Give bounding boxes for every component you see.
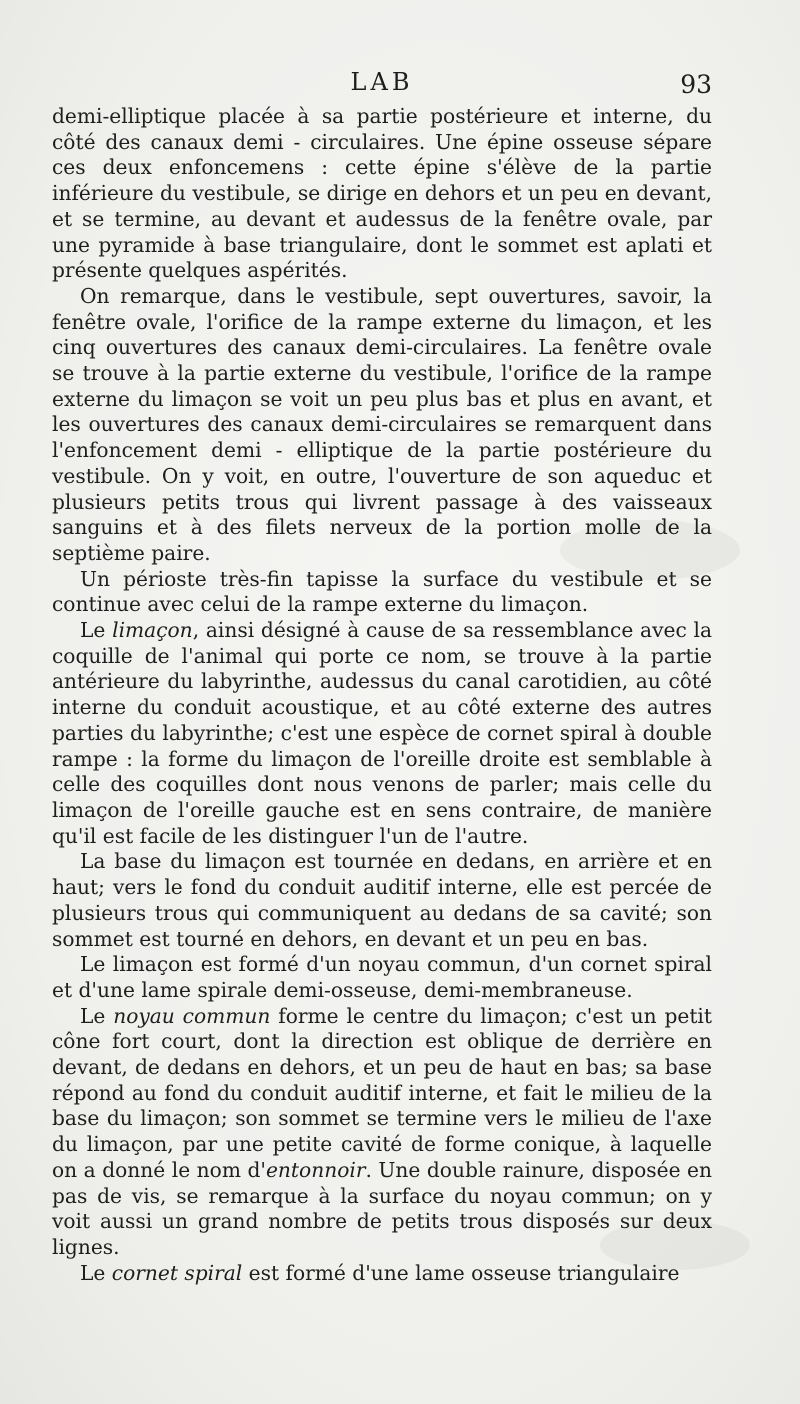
paragraph bbox=[52, 618, 712, 849]
italic-term: cornet spiral bbox=[111, 1260, 243, 1285]
paragraph bbox=[52, 1261, 712, 1287]
text-run: , ainsi désigné à cause de sa ressemblance avec la coquille de l'animal qui porte ce nom, se trouve à la partie antérieure du labyrinthe, audessus du canal carotidien, au côté interne du conduit acoustique, et au côté externe des autres parties du labyrinthe; c'est une espèce de cornet spiral à double rampe : la forme du limaçon de l'oreille droite est semblable à celle des coquilles dont nous venons de parler; mais celle du limaçon de l'oreille gauche est en sens contraire, de manière qu'il est facile de les distinguer l'un de l'autre. bbox=[52, 618, 713, 848]
paragraph bbox=[52, 567, 712, 618]
body-text bbox=[52, 104, 712, 1286]
text-run: demi-elliptique placée à sa partie postérieure et interne, du côté des canaux demi - circulaires. Une épine osseuse sépare ces deux enfoncemens : cette épine s'élève de la partie inférieure du vestibule, se dirige en dehors et un peu en devant, et se termine, au devant et audessus de la fenêtre ovale, par une pyramide à base triangulaire, dont le sommet est aplati et présente quelques aspérités. bbox=[52, 104, 712, 283]
text-run: On remarque, dans le vestibule, sept ouvertures, savoir, la fenêtre ovale, l'orifice de la rampe externe du limaçon, et les cinq ouvertures des canaux demi-circulaires. La fenêtre ovale se trouve à la partie externe du vestibule, l'orifice de la rampe externe du limaçon se voit un peu plus bas et plus en avant, et les ouvertures des canaux demi-circulaires se remarquent dans l'enfoncement demi - elliptique de la partie postérieure du vestibule. On y voit, en outre, l'ouverture de son aqueduc et plusieurs petits trous qui livrent passage à des vaisseaux sanguins et à des filets nerveux de la portion molle de la septième paire. bbox=[52, 283, 712, 565]
text-run: La base du limaçon est tournée en dedans, en arrière et en haut; vers le fond du conduit auditif interne, elle est percée de plusieurs trous qui communiquent au dedans de sa cavité; son sommet est tourné en dehors, en devant et un peu en bas. bbox=[52, 849, 712, 951]
paragraph bbox=[52, 1004, 712, 1261]
paragraph bbox=[52, 284, 712, 567]
page-number: 93 bbox=[680, 70, 712, 99]
page-header bbox=[52, 68, 712, 102]
text-run: Le bbox=[80, 1003, 114, 1028]
paragraph bbox=[52, 849, 712, 952]
italic-term: entonnoir bbox=[265, 1157, 366, 1182]
paragraph bbox=[52, 104, 712, 284]
text-run: . Une double rainure, disposée en pas de vis, se remarque à la surface du noyau commun; on y voit aussi un grand nombre de petits trous disposés sur deux lignes. bbox=[52, 1157, 713, 1259]
text-run: est formé d'une lame osseuse triangulaire bbox=[242, 1260, 680, 1285]
running-head: LAB bbox=[350, 68, 414, 96]
text-run: Le bbox=[80, 618, 113, 643]
text-run: forme le centre du limaçon; c'est un petit cône fort court, dont la direction est oblique de derrière en devant, de dedans en dehors, et un peu de haut en bas; sa base répond au fond du conduit auditif interne, et fait le milieu de la base du limaçon; son sommet se termine vers le milieu de l'axe du limaçon, par une petite cavité de forme conique, à laquelle on a donné le nom d' bbox=[52, 1003, 712, 1182]
italic-term: noyau commun bbox=[113, 1003, 271, 1028]
paragraph bbox=[52, 952, 712, 1003]
text-run: Le limaçon est formé d'un noyau commun, d'un cornet spiral et d'une lame spirale demi-osseuse, demi-membraneuse. bbox=[52, 952, 712, 1002]
text-run: Le bbox=[80, 1260, 112, 1285]
text-run: Un périoste très-fin tapisse la surface du vestibule et se continue avec celui de la rampe externe du limaçon. bbox=[52, 566, 712, 617]
italic-term: limaçon bbox=[112, 618, 193, 643]
